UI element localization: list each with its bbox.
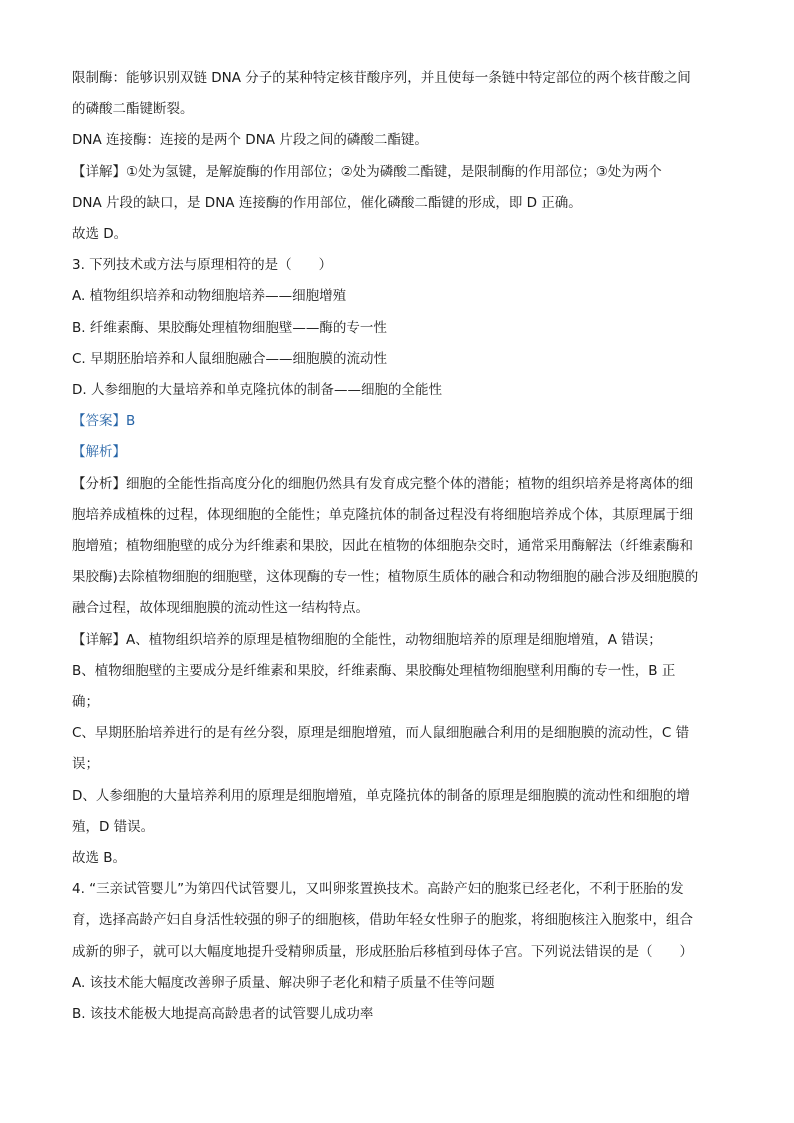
text-line: 的磷酸二酯键断裂。 — [72, 101, 194, 118]
text-line: 故选 D。 — [72, 226, 128, 243]
text-line: 【详解】①处为氢键，是解旋酶的作用部位；②处为磷酸二酯键，是限制酶的作用部位；③处为两个 — [72, 163, 662, 180]
text-line: 限制酶：能够识别双链 DNA 分子的某种特定核苷酸序列，并且使每一条链中特定部位的两个核苷酸之间 — [72, 70, 691, 86]
text-line: 融合过程，故体现细胞膜的流动性这一结构特点。 — [72, 600, 369, 617]
option-d: D. 人参细胞的大量培养和单克隆抗体的制备——细胞的全能性 — [72, 382, 442, 399]
text-line: 确； — [72, 694, 99, 711]
option-a: A. 植物组织培养和动物细胞培养——细胞增殖 — [72, 288, 347, 305]
option-a: A. 该技术能大幅度改善卵子质量、解决卵子老化和精子质量不佳等问题 — [72, 974, 495, 991]
text-line: 胞增殖；植物细胞壁的成分为纤维素和果胶，因此在植物的体细胞杂交时，通常采用酶解法（纤维素酶和 — [72, 538, 693, 555]
option-b: B. 该技术能极大地提高高龄患者的试管婴儿成功率 — [72, 1006, 374, 1023]
analysis-label: 【解析】 — [72, 444, 126, 461]
text-line: 【详解】A、植物组织培养的原理是植物细胞的全能性，动物细胞培养的原理是细胞增殖，A 错误； — [72, 631, 662, 648]
text-line: DNA 片段的缺口，是 DNA 连接酶的作用部位，催化磷酸二酯键的形成，即 D 正确。 — [72, 194, 582, 211]
option-b: B. 纤维素酶、果胶酶处理植物细胞壁——酶的专一性 — [72, 319, 387, 336]
text-line: 故选 B。 — [72, 850, 127, 867]
answer-label: 【答案】B — [72, 413, 136, 430]
text-line: DNA 连接酶：连接的是两个 DNA 片段之间的磷酸二酯键。 — [72, 132, 428, 149]
text-line: 育，选择高龄产妇自身活性较强的卵子的细胞核，借助年轻女性卵子的胞浆，将细胞核注入胞浆中，组合 — [72, 912, 693, 929]
text-line: 果胶酶)去除植物细胞的细胞壁，这体现酶的专一性；植物原生质体的融合和动物细胞的融合涉及细胞膜的 — [72, 569, 699, 586]
document-page — [72, 63, 728, 1030]
text-line: 殖，D 错误。 — [72, 818, 155, 835]
text-line: C、早期胚胎培养进行的是有丝分裂，原理是细胞增殖，而人鼠细胞融合利用的是细胞膜的流动性，C 错 — [72, 725, 690, 742]
text-line: D、人参细胞的大量培养利用的原理是细胞增殖，单克隆抗体的制备的原理是细胞膜的流动性和细胞的增 — [72, 787, 690, 804]
question-stem: 3. 下列技术或方法与原理相符的是（ ） — [72, 257, 333, 274]
text-line: 【分析】细胞的全能性指高度分化的细胞仍然具有发育成完整个体的潜能；植物的组织培养是将离体的细 — [72, 475, 693, 492]
text-line: B、植物细胞壁的主要成分是纤维素和果胶，纤维素酶、果胶酶处理植物细胞壁利用酶的专一性，B 正 — [72, 662, 676, 679]
option-c: C. 早期胚胎培养和人鼠细胞融合——细胞膜的流动性 — [72, 350, 388, 367]
text-line: 胞培养成植株的过程，体现细胞的全能性；单克隆抗体的制备过程没有将细胞培养成个体，其原理属于细 — [72, 506, 693, 523]
text-line: 成新的卵子，就可以大幅度地提升受精卵质量，形成胚胎后移植到母体子宫。下列说法错误的是（ ） — [72, 943, 693, 960]
question-stem: 4. “三亲试管婴儿”为第四代试管婴儿，又叫卵浆置换技术。高龄产妇的胞浆已经老化，不利于胚胎的发 — [72, 881, 684, 898]
text-line: 误； — [72, 756, 99, 773]
